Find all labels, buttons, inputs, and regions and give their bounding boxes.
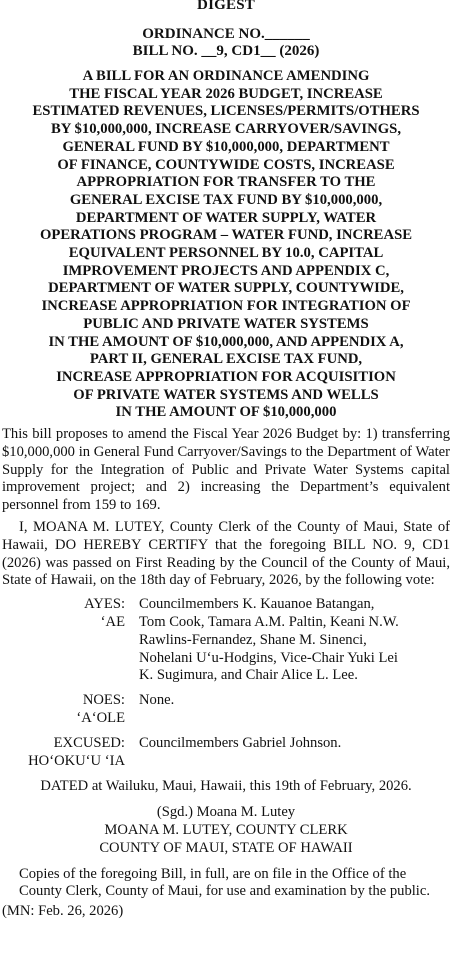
vote-table [2, 596, 450, 770]
noes-value: None. [139, 692, 175, 709]
digest-heading: DIGEST [197, 0, 255, 13]
title-line: PUBLIC AND PRIVATE WATER SYSTEMS [83, 315, 369, 332]
summary-paragraph: This bill proposes to amend the Fiscal Year 2026 Budget by: 1) transferring $10,000,000 in General Fund Carryover/Savings to the Department of Water Supply for the Integration of Public and Private Water Systems capital improvement project; and 2) increasing the Department’s equivalent personnel from 159 to 169. [2, 426, 450, 514]
title-line: IN THE AMOUNT OF $10,000,000, AND APPENDIX A, [48, 333, 404, 350]
mn-date: (MN: Feb. 26, 2026) [2, 903, 124, 920]
certification-paragraph: I, MOANA M. LUTEY, County Clerk of the County of Maui, State of Hawaii, DO HEREBY CERTIFY that the foregoing BILL NO. 9, CD1 (2026) was passed on First Reading by the Council of the County of Maui, State of Hawaii, on the 18th day of February, 2026, by the following vote: [2, 519, 450, 589]
title-line: BY $10,000,000, INCREASE CARRYOVER/SAVINGS, [51, 121, 401, 138]
noes-label: NOES: ‘A‘OLE [76, 692, 125, 727]
excused-label: EXCUSED: HO‘OKU‘U ‘IA [28, 734, 125, 769]
title-line: INCREASE APPROPRIATION FOR ACQUISITION [56, 368, 396, 385]
title-line: GENERAL EXCISE TAX FUND BY $10,000,000, [69, 191, 383, 208]
excused-value: Councilmembers Gabriel Johnson. [139, 734, 342, 751]
title-line: OPERATIONS PROGRAM – WATER FUND, INCREASE [39, 227, 413, 244]
title-line: OF PRIVATE WATER SYSTEMS AND WELLS [73, 386, 379, 403]
bill-title [2, 68, 450, 422]
copies-paragraph: Copies of the foregoing Bill, in full, are on file in the Office of the County Clerk, County of Maui, for use and examination by the public. [19, 865, 430, 900]
signature-county: COUNTY OF MAUI, STATE OF HAWAII [99, 839, 353, 856]
title-line: GENERAL FUND BY $10,000,000, DEPARTMENT [62, 138, 390, 155]
title-line: IMPROVEMENT PROJECTS AND APPENDIX C, [62, 262, 390, 279]
title-line: PART II, GENERAL EXCISE TAX FUND, [89, 351, 363, 368]
signature-block [2, 804, 450, 857]
title-line: EQUIVALENT PERSONNEL BY 10.0, CAPITAL [68, 245, 384, 262]
title-line: A BILL FOR AN ORDINANCE AMENDING [82, 68, 370, 84]
signature-name-title: MOANA M. LUTEY, COUNTY CLERK [104, 822, 348, 838]
title-line: THE FISCAL YEAR 2026 BUDGET, INCREASE [69, 85, 383, 102]
ordinance-number: ORDINANCE NO.______ [142, 26, 310, 42]
signature-sgd: (Sgd.) Moana M. Lutey [156, 804, 296, 821]
ayes-value: Councilmembers K. Kauanoe Batangan, Tom Cook, Tamara A.M. Paltin, Keani N.W. Rawlins-Fernandez, Shane M. Sinenci, Nohelani U‘u-Hodgins, Vice-Chair Yuki Lei K. Sugimura, and Chair Alice L. Lee. [139, 596, 399, 684]
title-line: ESTIMATED REVENUES, LICENSES/PERMITS/OTHERS [32, 103, 420, 120]
ayes-label: AYES: ‘AE [84, 596, 125, 631]
title-line: OF FINANCE, COUNTYWIDE COSTS, INCREASE [57, 156, 395, 173]
dated-line: DATED at Wailuku, Maui, Hawaii, this 19th of February, 2026. [40, 778, 412, 795]
title-line: DEPARTMENT OF WATER SUPPLY, WATER [75, 209, 377, 226]
bill-number: BILL NO. __9, CD1__ (2026) [132, 43, 320, 59]
title-line: IN THE AMOUNT OF $10,000,000 [115, 404, 337, 421]
title-line: INCREASE APPROPRIATION FOR INTEGRATION OF [41, 298, 411, 315]
title-line: APPROPRIATION FOR TRANSFER TO THE [76, 174, 376, 191]
title-line: DEPARTMENT OF WATER SUPPLY, COUNTYWIDE, [48, 280, 404, 297]
